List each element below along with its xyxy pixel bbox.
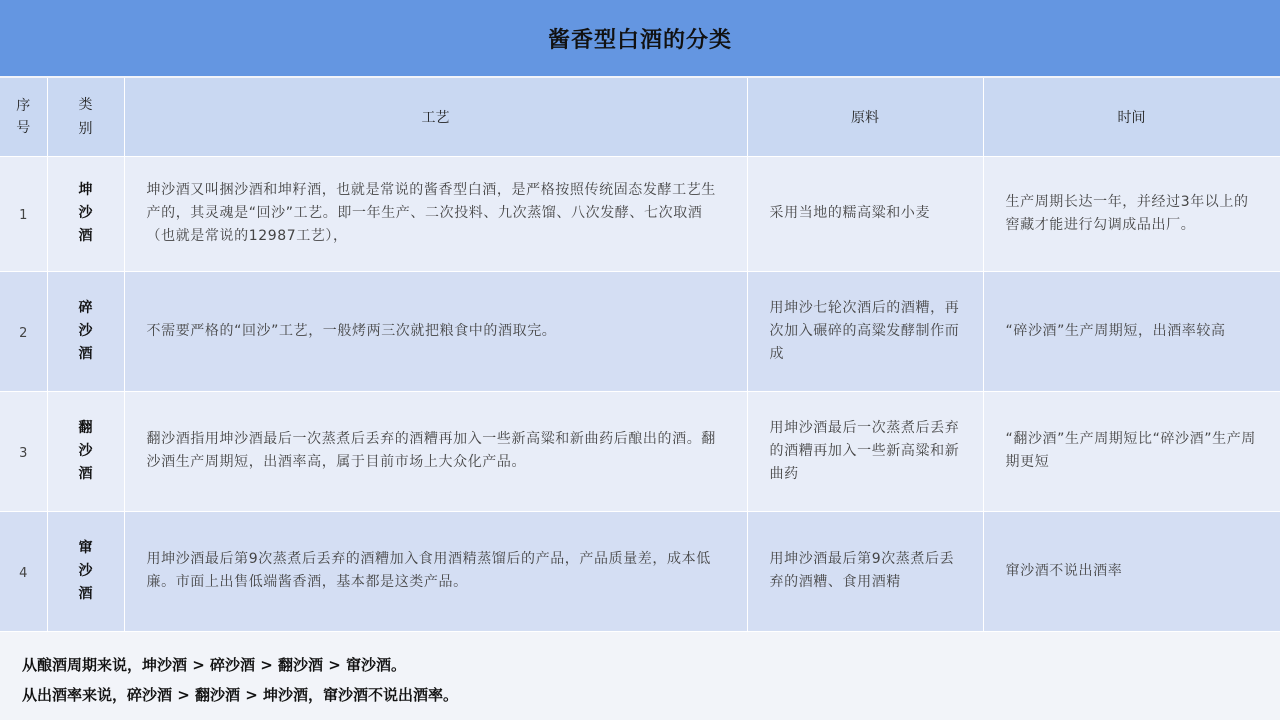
row-time: “碎沙酒”生产周期短，出酒率较高 bbox=[983, 271, 1280, 391]
table-row bbox=[0, 156, 1280, 271]
row-category: 碎沙酒 bbox=[47, 271, 124, 391]
row-category: 窜沙酒 bbox=[47, 511, 124, 631]
row-raw: 用坤沙酒最后一次蒸煮后丢弃的酒糟再加入一些新高粱和新曲药 bbox=[747, 391, 983, 511]
row-index: 4 bbox=[0, 511, 47, 631]
table-row bbox=[0, 391, 1280, 511]
summary-line-cycle: 从酿酒周期来说，坤沙酒 > 碎沙酒 > 翻沙酒 > 窜沙酒。 bbox=[22, 656, 407, 674]
table-row bbox=[0, 271, 1280, 391]
header-raw: 原料 bbox=[747, 78, 983, 156]
title-bar bbox=[0, 0, 1280, 76]
table-header-row bbox=[0, 78, 1280, 156]
row-raw: 采用当地的糯高粱和小麦 bbox=[747, 156, 983, 271]
row-time: 生产周期长达一年，并经过3年以上的窖藏才能进行勾调成品出厂。 bbox=[983, 156, 1280, 271]
classification-table bbox=[0, 78, 1280, 632]
row-craft: 坤沙酒又叫捆沙酒和坤籽酒，也就是常说的酱香型白酒，是严格按照传统固态发酵工艺生产的，其灵魂是“回沙”工艺。即一年生产、二次投料、九次蒸馏、八次发酵、七次取酒（也就是常说的12987工艺）， bbox=[124, 156, 747, 271]
header-time: 时间 bbox=[983, 78, 1280, 156]
page-title: 酱香型白酒的分类 bbox=[547, 27, 732, 53]
row-craft: 不需要严格的“回沙”工艺，一般烤两三次就把粮食中的酒取完。 bbox=[124, 271, 747, 391]
row-category: 翻沙酒 bbox=[47, 391, 124, 511]
row-time: “翻沙酒”生产周期短比“碎沙酒”生产周期更短 bbox=[983, 391, 1280, 511]
row-index: 1 bbox=[0, 156, 47, 271]
row-craft: 翻沙酒指用坤沙酒最后一次蒸煮后丢弃的酒糟再加入一些新高粱和新曲药后酿出的酒。翻沙酒生产周期短，出酒率高，属于目前市场上大众化产品。 bbox=[124, 391, 747, 511]
row-raw: 用坤沙酒最后第9次蒸煮后丢弃的酒糟、食用酒精 bbox=[747, 511, 983, 631]
summary-footer bbox=[22, 650, 1262, 710]
row-category: 坤沙酒 bbox=[47, 156, 124, 271]
header-category: 类别 bbox=[47, 78, 124, 156]
row-index: 2 bbox=[0, 271, 47, 391]
row-time: 窜沙酒不说出酒率 bbox=[983, 511, 1280, 631]
header-index: 序号 bbox=[0, 78, 47, 156]
table-row bbox=[0, 511, 1280, 631]
summary-line-yield: 从出酒率来说，碎沙酒 > 翻沙酒 > 坤沙酒，窜沙酒不说出酒率。 bbox=[22, 686, 459, 704]
row-index: 3 bbox=[0, 391, 47, 511]
row-raw: 用坤沙七轮次酒后的酒糟，再次加入碾碎的高粱发酵制作而成 bbox=[747, 271, 983, 391]
header-craft: 工艺 bbox=[124, 78, 747, 156]
row-craft: 用坤沙酒最后第9次蒸煮后丢弃的酒糟加入食用酒精蒸馏后的产品，产品质量差，成本低廉。市面上出售低端酱香酒，基本都是这类产品。 bbox=[124, 511, 747, 631]
